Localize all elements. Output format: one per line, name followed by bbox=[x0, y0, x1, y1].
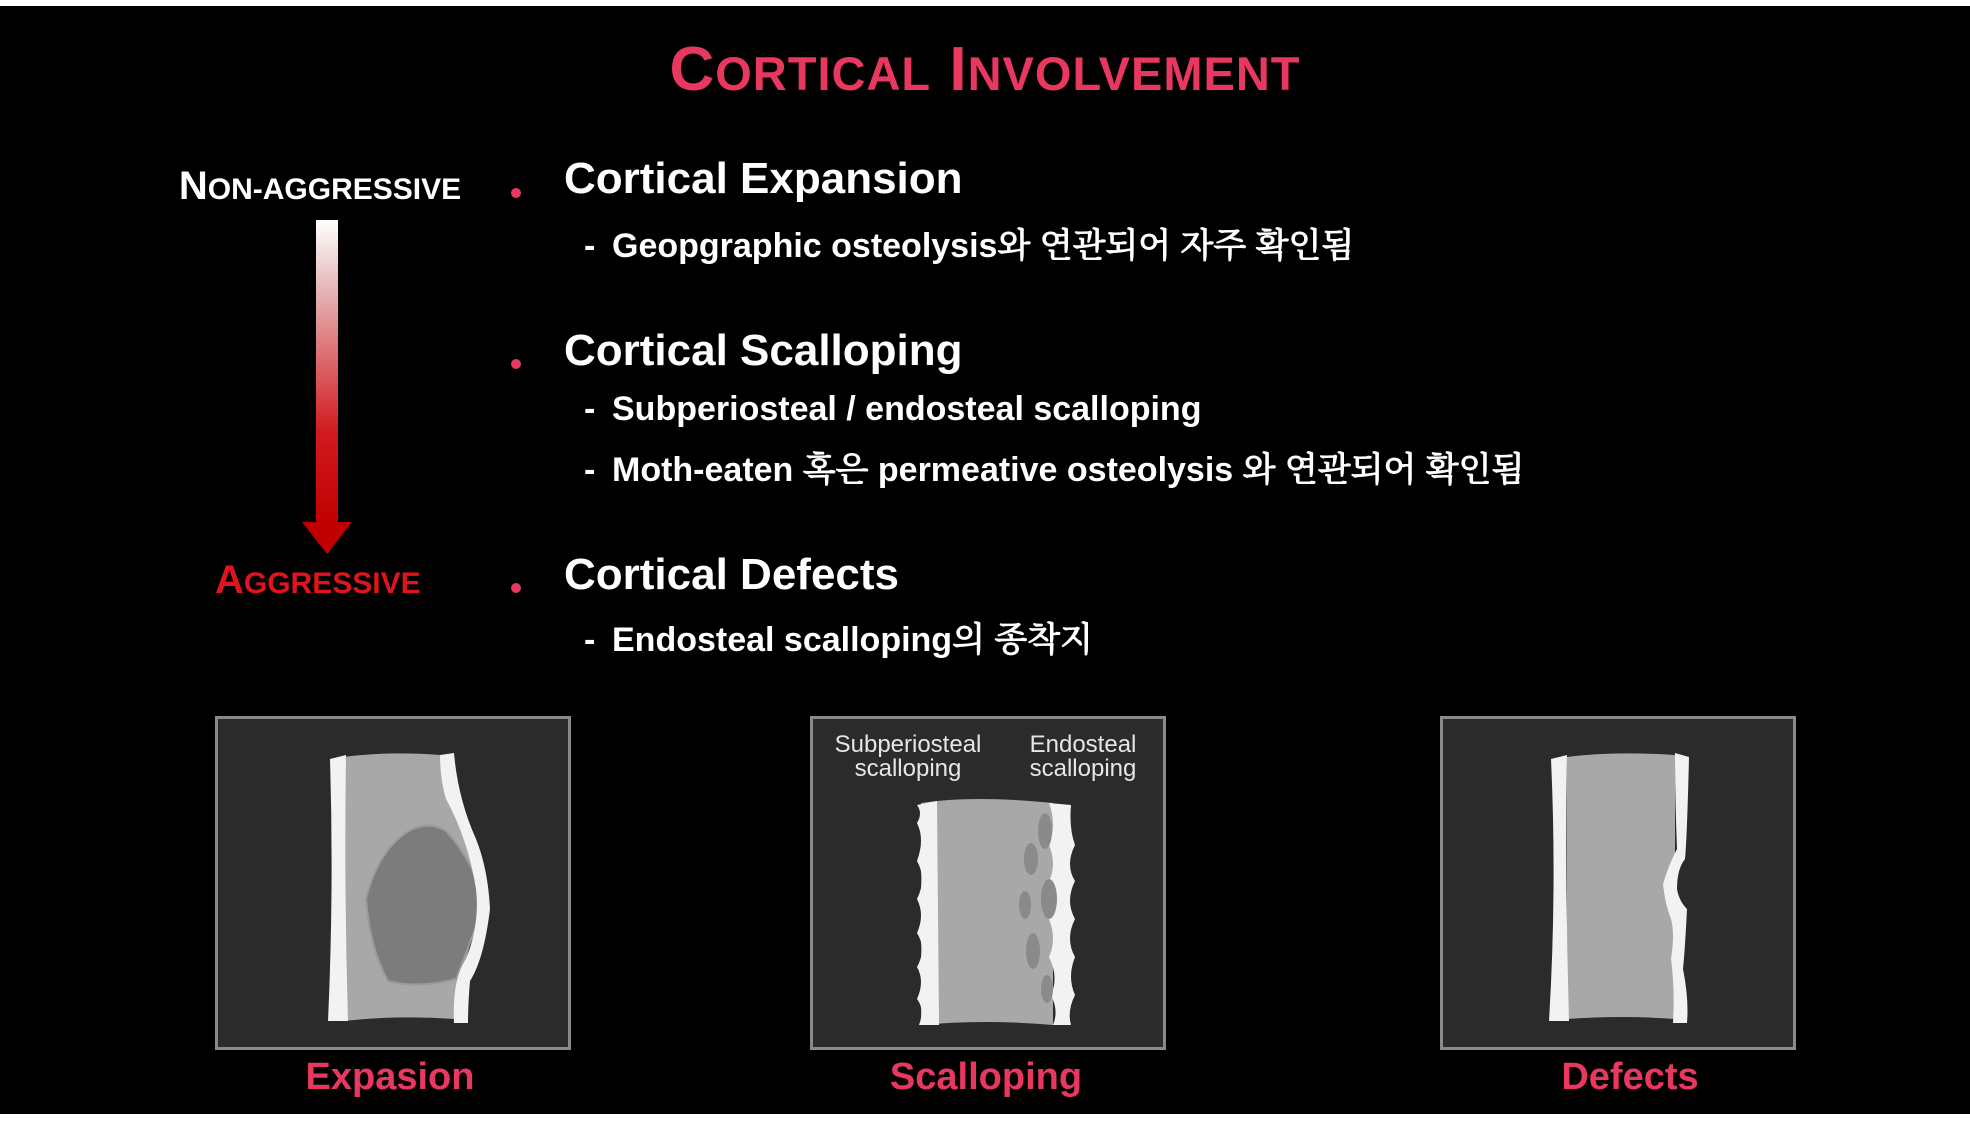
item-sub-text: Geopgraphic osteolysis와 연관되어 자주 확인됨 bbox=[612, 227, 1355, 265]
bullet-icon bbox=[511, 359, 521, 369]
bullet-icon bbox=[511, 188, 521, 198]
aggressive-initial: A bbox=[215, 558, 244, 602]
note-line: scalloping bbox=[854, 755, 962, 782]
defects-panel bbox=[1440, 716, 1796, 1050]
aggressive-label bbox=[170, 558, 470, 603]
title-initial-1: C bbox=[669, 35, 716, 104]
item-sub-line: - Moth-eaten 혹은 permeative osteolysis 와 연관되어 확인됨 bbox=[584, 451, 1525, 489]
aggressive-rest: GGRESSIVE bbox=[243, 567, 421, 600]
title-rest-1: ORTICAL bbox=[715, 47, 932, 100]
note-line: Subperiosteal bbox=[834, 731, 982, 758]
scalloping-panel bbox=[810, 716, 1166, 1050]
non-aggressive-label bbox=[170, 164, 470, 209]
non-aggressive-initial: N bbox=[178, 164, 208, 208]
expansion-panel bbox=[215, 716, 571, 1050]
defects-caption: Defects bbox=[1561, 1056, 1699, 1098]
title-initial-2: I bbox=[949, 35, 968, 104]
bone-defect-icon bbox=[1443, 719, 1793, 1047]
aggressiveness-arrow-shaft bbox=[316, 220, 338, 524]
item-sub-line: - Geopgraphic osteolysis와 연관되어 자주 확인됨 bbox=[584, 227, 1355, 265]
expansion-caption: Expasion bbox=[305, 1056, 475, 1098]
slide-title bbox=[0, 34, 1970, 105]
item-heading-expansion: Cortical Expansion bbox=[564, 154, 963, 203]
scalloping-caption: Scalloping bbox=[889, 1056, 1083, 1098]
note-line: Endosteal bbox=[1029, 731, 1137, 758]
bone-scalloping-icon bbox=[813, 719, 1163, 1047]
title-rest-2: NVOLVEMENT bbox=[967, 47, 1301, 100]
non-aggressive-rest: ON-AGGRESSIVE bbox=[207, 173, 462, 206]
item-sub-text: Subperiosteal / endosteal scalloping bbox=[612, 390, 1202, 428]
item-sub-text: Moth-eaten 혹은 permeative osteolysis 와 연관되어 확인됨 bbox=[612, 451, 1525, 489]
slide bbox=[0, 6, 1970, 1114]
item-sub-text: Endosteal scalloping의 종착지 bbox=[612, 621, 1093, 659]
item-sub-line: - Endosteal scalloping의 종착지 bbox=[584, 621, 1093, 659]
note-line: scalloping bbox=[1029, 755, 1137, 782]
item-heading-defects: Cortical Defects bbox=[564, 550, 900, 599]
bone-expansion-icon bbox=[218, 719, 568, 1047]
arrow-down-icon bbox=[302, 522, 352, 554]
item-sub-line: - Subperiosteal / endosteal scalloping bbox=[584, 390, 1202, 428]
bullet-icon bbox=[511, 583, 521, 593]
item-heading-scalloping: Cortical Scalloping bbox=[564, 326, 963, 375]
